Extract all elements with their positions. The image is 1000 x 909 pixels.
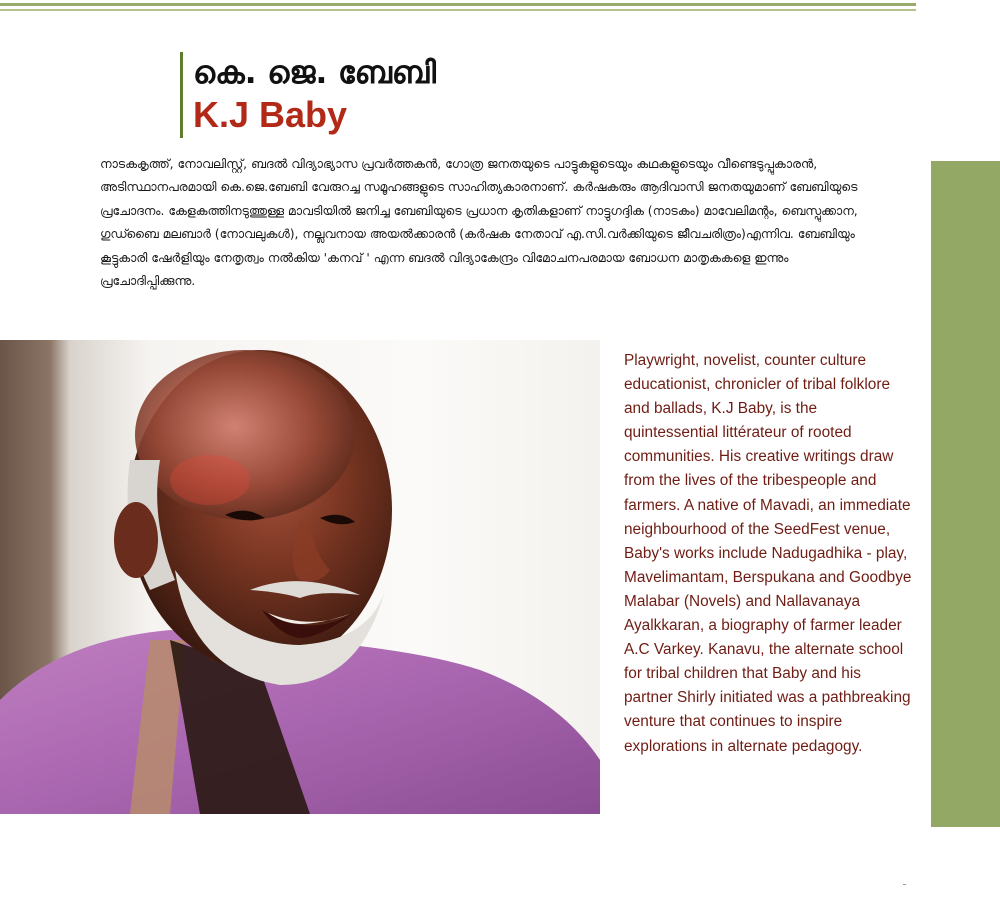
title-block — [180, 52, 436, 138]
side-color-band — [931, 161, 1000, 827]
title-english: K.J Baby — [193, 94, 348, 135]
page-mark — [903, 884, 906, 885]
top-rule — [0, 3, 916, 6]
top-rule-secondary — [0, 9, 916, 11]
intro-paragraph-malayalam: നാടകകൃത്ത്, നോവലിസ്റ്റ്, ബദൽ വിദ്യാഭ്യാസ പ്രവർത്തകൻ, ഗോത്ര ജനതയുടെ പാട്ടുകളുടെയും കഥകളുടെയും വീണ്ടെടുപ്പുകാരൻ, അടിസ്ഥാനപരമായി കെ.ജെ.ബേബി വേരുറച്ച സമൂഹങ്ങളുടെ സാഹിത്യകാരനാണ്. കർഷകരും ആദിവാസി ജനതയുമാണ് ബേബിയുടെ പ്രചോദനം. കേളകത്തിനടുത്തുള്ള മാവടിയിൽ ജനിച്ച ബേബിയുടെ പ്രധാന കൃതികളാണ് നാട്ടുഗദ്ദിക (നാടകം) മാവേലിമന്റം, ബെസ്പുക്കാന, ഗുഡ്ബൈ മലബാർ (നോവലുകൾ), നല്ലവനായ അയൽക്കാരൻ (കർഷക നേതാവ് എ.സി.വർക്കിയുടെ ജീവചരിത്രം)എന്നിവ. ബേബിയും കൂട്ടുകാരി ഷേർളിയും നേതൃത്വം നൽകിയ 'കനവ് ' എന്ന ബദൽ വിദ്യാകേന്ദ്രം വിമോചനപരമായ ബോധന മാതൃകകളെ ഇന്നും പ്രചോദിപ്പിക്കുന്നു. — [100, 156, 858, 289]
bio-paragraph-english: Playwright, novelist, counter culture educationist, chronicler of tribal folklore and ballads, K.J Baby, is the quintessential littérateur of rooted communities. His creative writings draw from the lives of the tribespeople and farmers. A native of Mavadi, an immediate neighbourhood of the SeedFest venue, Baby's works include Nadugadhika - play, Mavelimantam, Berspukana and Goodbye Malabar (Novels) and Nallavanaya Ayalkkaran, a biography of farmer leader A.C Varkey. Kanavu, the alternate school for tribal children that Baby and his partner Shirly initiated was a pathbreaking venture that continues to inspire explorations in alternate pedagogy. — [624, 352, 912, 755]
portrait-photo — [0, 340, 600, 814]
title-malayalam: കെ. ജെ. ബേബി — [193, 55, 436, 91]
